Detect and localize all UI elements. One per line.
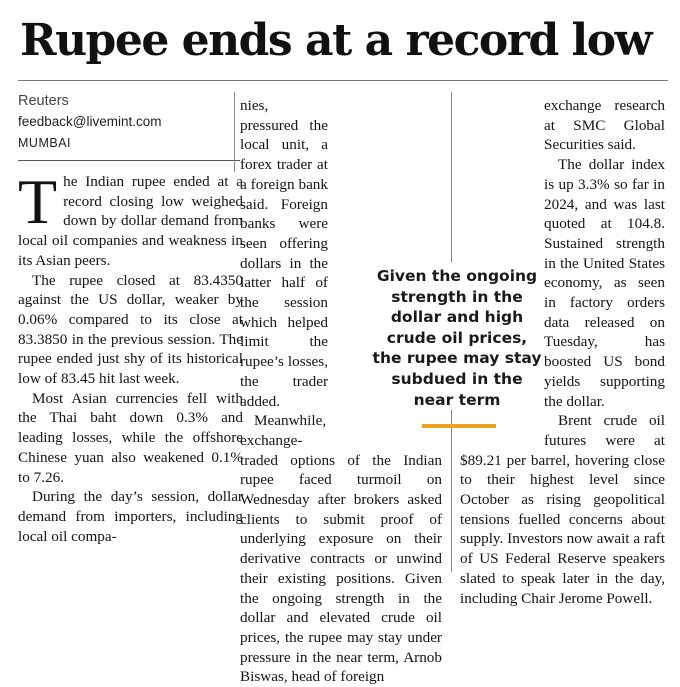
article-column-1 — [18, 166, 243, 546]
byline-rule — [18, 160, 240, 161]
byline-dateline: MUMBAI — [18, 136, 71, 150]
paragraph: nies, pressured the local unit, a forex trader at a foreign bank said. Foreign banks were seen offering dollars in the latter half of the session which helped limit the rupee’s losses, the trader added. — [240, 97, 328, 410]
byline-agency: Reuters — [18, 93, 69, 109]
pullquote-accent-bar — [422, 424, 496, 428]
headline: Rupee ends at a record low — [20, 15, 651, 66]
paragraph: Brent crude oil futures were at $89.21 per barrel, hovering close to their highest level since October as rising geopolitical tensions fuelled concerns about supply. Investors now await a raft of US Federal Reserve speakers slated to speak later in the day, including Chair Jerome Powell. — [460, 412, 665, 607]
paragraph: The rupee closed at 83.4350 against the US dollar, weaker by 0.06% compared to its close at 83.3850 in the previous session. The rupee ended just shy of its historical low of 83.45 hit last week. — [18, 271, 243, 388]
headline-rule — [18, 80, 668, 81]
paragraph: Meanwhile, exchange-traded options of the Indian rupee faced turmoil on Wednesday after brokers asked clients to submit proof of underlying exposure on their derivative contracts or unwind their existing positions. Given the ongoing strength in the dollar and elevated crude oil prices, the rupee may stay under pressure in the near term, Arnob Biswas, head of foreign — [240, 412, 442, 686]
byline-email: feedback@livemint.com — [18, 114, 162, 129]
paragraph: The Indian rupee ended at a record closing low weighed down by dollar demand from local oil companies and weakness in its Asian peers. — [18, 166, 243, 269]
paragraph: Most Asian currencies fell with the Thai baht down 0.3% and leading losses, while the offshore Chinese yuan also weakened 0.1% to 7.26. — [18, 389, 243, 486]
drop-cap: T — [18, 166, 58, 237]
byline — [18, 92, 238, 152]
column-divider — [234, 92, 235, 172]
paragraph: exchange research at SMC Global Securities said. — [544, 97, 665, 154]
pullquote: Given the ongoing strength in the dollar and high crude oil prices, the rupee may stay subdued in the near term — [372, 262, 542, 410]
paragraph: During the day’s session, dollar demand from importers, including local oil compa- — [18, 488, 243, 545]
paragraph: The dollar index is up 3.3% so far in 2024, and was last quoted at 104.8. Sustained strength in the United States economy, as seen in factory orders data released on Tuesday, has boosted US bond yields supporting the dollar. — [544, 156, 665, 410]
